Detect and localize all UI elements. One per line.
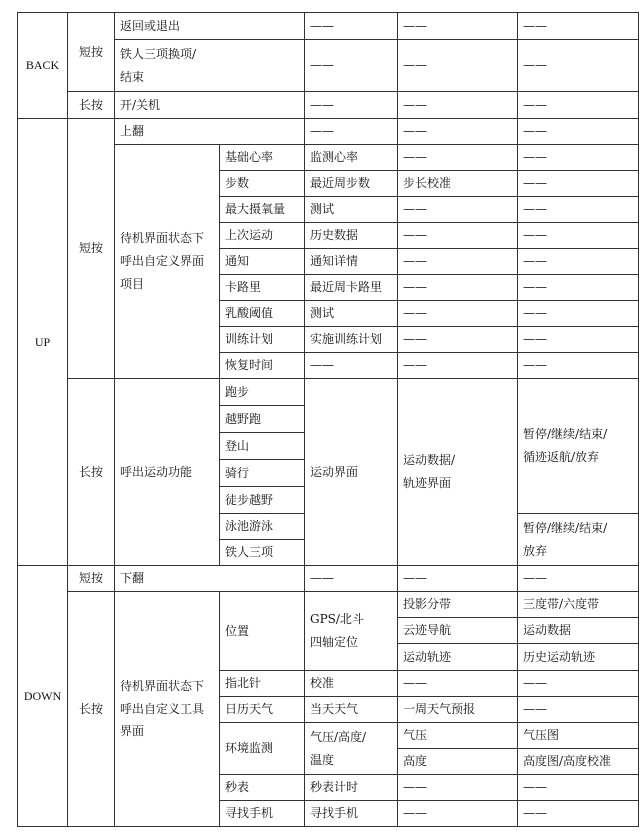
press-type-short: 短按 xyxy=(68,13,115,92)
item-c4: —— xyxy=(518,327,639,353)
item-sub xyxy=(305,592,398,671)
item-sub: 最近周步数 xyxy=(305,171,398,197)
item-c4: —— xyxy=(518,275,639,301)
item-c4: 三度带/六度带 xyxy=(518,592,639,618)
line: 放弃 xyxy=(523,543,548,558)
line: 呼出自定义界面 xyxy=(120,254,205,269)
item-c4: —— xyxy=(518,801,639,827)
item-c4: —— xyxy=(518,697,639,723)
item-c3: —— xyxy=(398,301,518,327)
item-name: 上次运动 xyxy=(220,223,305,249)
line: 四轴定位 xyxy=(310,635,359,649)
item-c4: —— xyxy=(518,171,639,197)
item-c3: —— xyxy=(398,353,518,379)
item-sub: 最近周卡路里 xyxy=(305,275,398,301)
line: 呼出自定义工具 xyxy=(120,701,205,716)
button-down-label: DOWN xyxy=(18,566,68,827)
line: 运动数据/ xyxy=(403,453,456,468)
line: 暂停/继续/结束/ xyxy=(523,520,608,535)
empty-cell: —— xyxy=(305,119,398,145)
line: GPS/北斗 xyxy=(310,612,364,627)
sport-name: 登山 xyxy=(220,433,305,460)
item-sub: 通知详情 xyxy=(305,249,398,275)
item-name: 日历天气 xyxy=(220,697,305,723)
item-c3: —— xyxy=(398,801,518,827)
item-name: 指北针 xyxy=(220,671,305,697)
item-c3: —— xyxy=(398,145,518,171)
item-name: 通知 xyxy=(220,249,305,275)
item-name: 卡路里 xyxy=(220,275,305,301)
empty-cell: —— xyxy=(305,566,398,592)
item-sub xyxy=(305,723,398,775)
item-c4: —— xyxy=(518,197,639,223)
item-sub: 测试 xyxy=(305,301,398,327)
item-c4: —— xyxy=(518,775,639,801)
button-back-label: BACK xyxy=(18,13,68,119)
function-cell: 开/关机 xyxy=(115,92,305,119)
empty-cell: —— xyxy=(518,13,639,40)
item-name: 恢复时间 xyxy=(220,353,305,379)
press-type-long: 长按 xyxy=(68,92,115,119)
empty-cell: —— xyxy=(305,40,398,92)
item-name: 训练计划 xyxy=(220,327,305,353)
item-c3: 步长校准 xyxy=(398,171,518,197)
item-sub: 校准 xyxy=(305,671,398,697)
line: 铁人三项换项/ xyxy=(120,46,197,61)
sport-name: 泳池游泳 xyxy=(220,514,305,540)
empty-cell: —— xyxy=(398,119,518,145)
function-cell xyxy=(115,592,220,827)
function-cell xyxy=(115,145,220,379)
item-c4: 高度图/高度校准 xyxy=(518,749,639,775)
item-c3: 气压 xyxy=(398,723,518,749)
item-c3: —— xyxy=(398,275,518,301)
sport-name: 徒步越野 xyxy=(220,487,305,514)
sport-name: 骑行 xyxy=(220,460,305,487)
item-c4: 气压图 xyxy=(518,723,639,749)
item-c3: —— xyxy=(398,249,518,275)
item-c4: —— xyxy=(518,301,639,327)
press-type-long: 长按 xyxy=(68,379,115,566)
empty-cell: —— xyxy=(398,13,518,40)
press-type-long: 长按 xyxy=(68,592,115,827)
item-sub: 秒表计时 xyxy=(305,775,398,801)
line: 循迹返航/放弃 xyxy=(523,450,600,464)
item-c4: —— xyxy=(518,145,639,171)
function-cell: 返回或退出 xyxy=(115,13,305,40)
empty-cell: —— xyxy=(398,566,518,592)
button-up-label: UP xyxy=(18,119,68,566)
item-sub: 测试 xyxy=(305,197,398,223)
item-name: 秒表 xyxy=(220,775,305,801)
item-c3: —— xyxy=(398,223,518,249)
line: 轨迹界面 xyxy=(403,476,452,490)
function-cell: 上翻 xyxy=(115,119,305,145)
line: 结束 xyxy=(120,69,145,84)
item-c4: —— xyxy=(518,223,639,249)
item-c3: —— xyxy=(398,197,518,223)
item-c3: 投影分带 xyxy=(398,592,518,618)
item-name: 环境监测 xyxy=(220,723,305,775)
item-name: 最大摄氧量 xyxy=(220,197,305,223)
empty-cell: —— xyxy=(305,13,398,40)
item-c3: —— xyxy=(398,327,518,353)
item-sub: 历史数据 xyxy=(305,223,398,249)
empty-cell: —— xyxy=(518,40,639,92)
sport-screen: 运动界面 xyxy=(305,379,398,566)
line: 界面 xyxy=(120,724,145,739)
empty-cell: —— xyxy=(518,566,639,592)
item-name: 乳酸阈值 xyxy=(220,301,305,327)
item-c3: —— xyxy=(398,671,518,697)
item-sub: 监测心率 xyxy=(305,145,398,171)
item-c3: 一周天气预报 xyxy=(398,697,518,723)
item-c3: 高度 xyxy=(398,749,518,775)
item-name: 基础心率 xyxy=(220,145,305,171)
item-name: 寻找手机 xyxy=(220,801,305,827)
item-name: 步数 xyxy=(220,171,305,197)
empty-cell: —— xyxy=(398,92,518,119)
item-c4: 运动数据 xyxy=(518,618,639,644)
line: 暂停/继续/结束/ xyxy=(523,427,608,442)
press-type-short: 短按 xyxy=(68,119,115,379)
sport-name: 越野跑 xyxy=(220,406,305,433)
item-c3: 云迹导航 xyxy=(398,618,518,644)
item-sub: 实施训练计划 xyxy=(305,327,398,353)
sport-actions xyxy=(518,514,639,566)
press-type-short: 短按 xyxy=(68,566,115,592)
line: 气压/高度/ xyxy=(310,729,367,744)
item-c4: —— xyxy=(518,353,639,379)
item-c3: 运动轨迹 xyxy=(398,644,518,671)
empty-cell: —— xyxy=(398,40,518,92)
item-sub: 寻找手机 xyxy=(305,801,398,827)
item-name: 位置 xyxy=(220,592,305,671)
item-c4: —— xyxy=(518,249,639,275)
sport-data xyxy=(398,379,518,566)
empty-cell: —— xyxy=(518,92,639,119)
item-c3: —— xyxy=(398,775,518,801)
line: 温度 xyxy=(310,752,335,767)
button-function-table xyxy=(17,12,639,827)
sport-actions xyxy=(518,379,639,514)
sport-name: 跑步 xyxy=(220,379,305,406)
empty-cell: —— xyxy=(305,92,398,119)
function-cell: 下翻 xyxy=(115,566,305,592)
sport-name: 铁人三项 xyxy=(220,540,305,566)
function-cell: 呼出运动功能 xyxy=(115,379,220,566)
item-sub: 当天天气 xyxy=(305,697,398,723)
empty-cell: —— xyxy=(518,119,639,145)
line: 项目 xyxy=(120,276,145,291)
item-c4: —— xyxy=(518,671,639,697)
line: 待机界面状态下 xyxy=(120,231,205,246)
function-cell xyxy=(115,40,305,92)
line: 待机界面状态下 xyxy=(120,678,205,693)
item-sub: —— xyxy=(305,353,398,379)
item-c4: 历史运动轨迹 xyxy=(518,644,639,671)
